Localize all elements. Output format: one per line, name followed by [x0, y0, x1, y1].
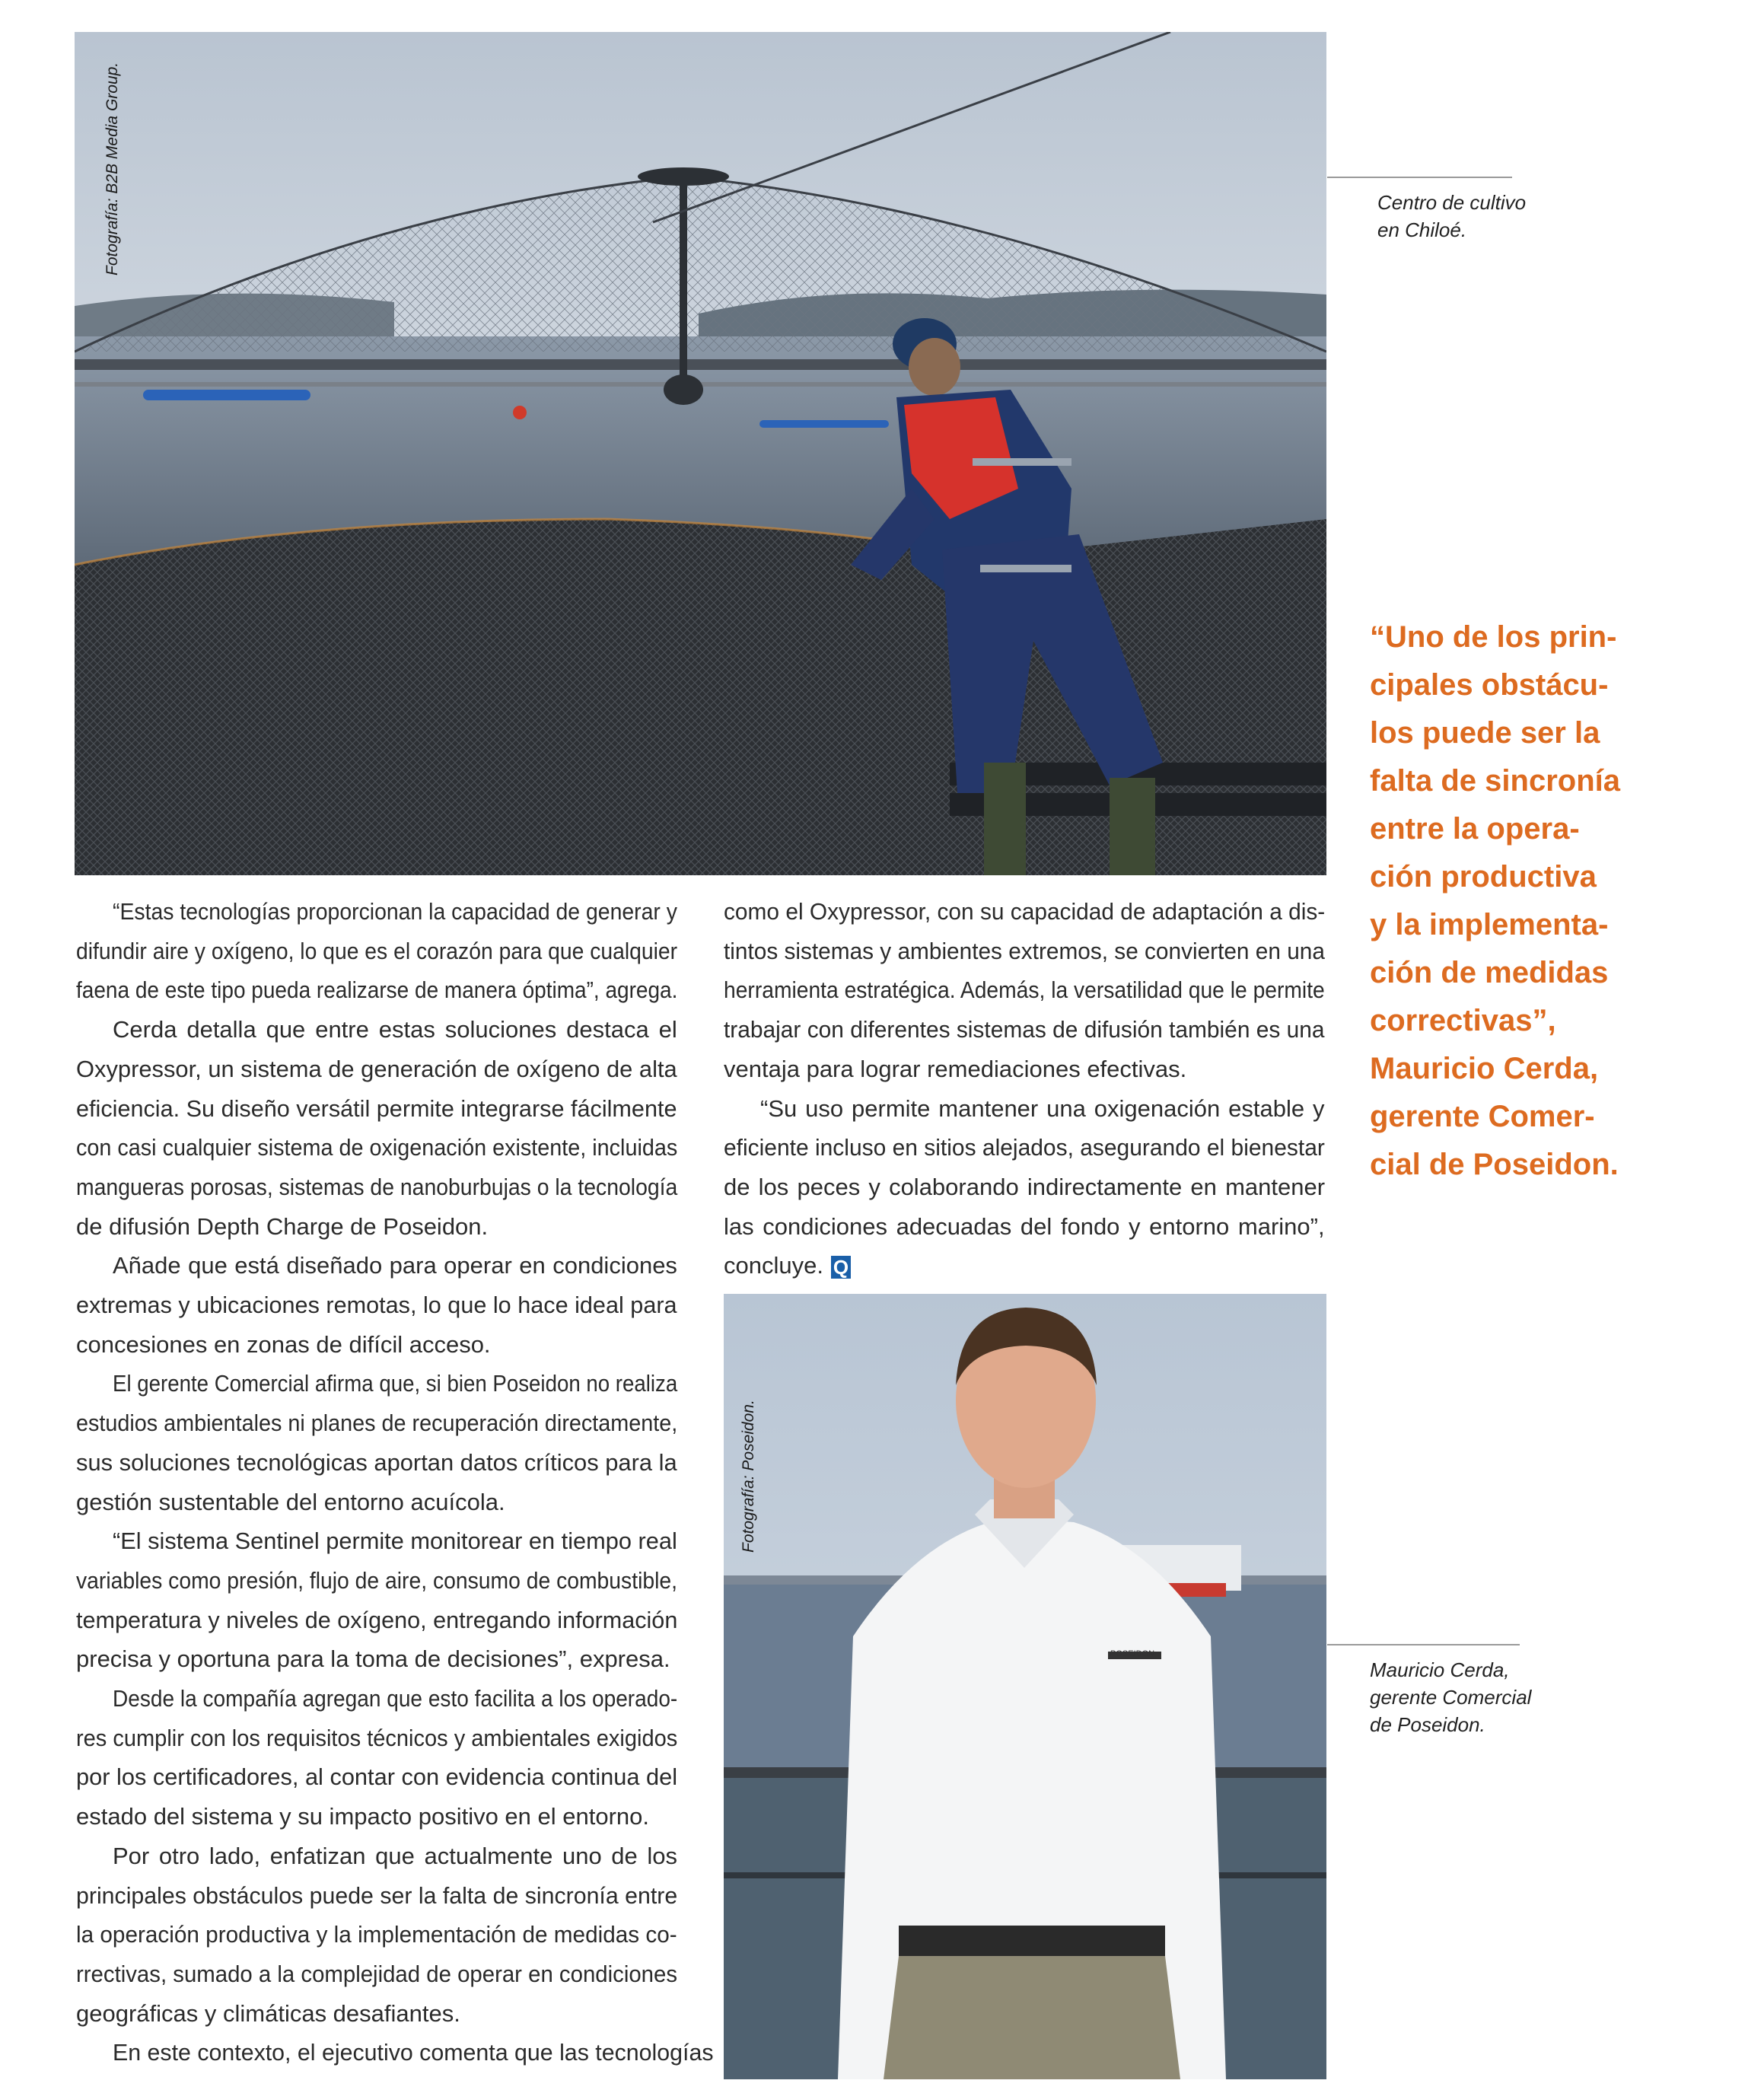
pull-quote-line: y la implementa-: [1370, 908, 1609, 941]
pull-quote-line: correctivas”,: [1370, 1004, 1556, 1037]
body-left-column-line: extremas y ubicaciones remotas, lo que lo hace ideal para: [76, 1292, 677, 1318]
body-left-column-line: principales obstáculos puede ser la falta de sincronía entre: [76, 1881, 678, 1909]
body-left-column-line: de difusión Depth Charge de Poseidon.: [76, 1212, 489, 1240]
body-left-column-line: eficiencia. Su diseño versátil permite integrarse fácilmente: [76, 1094, 677, 1122]
pull-quote-line: ción productiva: [1370, 860, 1597, 894]
body-left-column-line: “El sistema Sentinel permite monitorear en tiempo real: [113, 1528, 677, 1555]
pull-quote-line: ción de medidas: [1370, 956, 1609, 989]
caption-portrait-line: gerente Comercial: [1370, 1686, 1532, 1709]
body-left-column-line: Oxypressor, un sistema de generación de oxígeno de alta: [76, 1055, 677, 1082]
body-right-column-line: concluye. Q: [724, 1246, 851, 1285]
caption-top-line: Centro de cultivo: [1377, 191, 1527, 214]
caption-rule-top: [1327, 177, 1512, 178]
body-right-column-line: como el Oxypressor, con su capacidad de adaptación a dis-: [724, 898, 1326, 925]
shirt-logo: POSEIDON: [1110, 1649, 1155, 1658]
body-left-column-line: geográficas y climáticas desafiantes.: [76, 1999, 460, 2027]
body-right-column-line: tintos sistemas y ambientes extremos, se convierten en una: [724, 937, 1325, 964]
body-left-column-line: “Estas tecnologías proporcionan la capacidad de generar y: [113, 898, 677, 925]
body-left-column-line: gestión sustentable del entorno acuícola.: [76, 1488, 505, 1515]
body-left-column-line: difundir aire y oxígeno, lo que es el corazón para que cualquier: [76, 937, 678, 964]
body-left-column-line: res cumplir con los requisitos técnicos y ambientales exigidos: [76, 1724, 678, 1751]
body-left-column-line: la operación productiva y la implementación de medidas co-: [76, 1921, 677, 1948]
body-left-column-line: Añade que está diseñado para operar en condiciones: [113, 1252, 677, 1279]
pull-quote-line: “Uno de los prin-: [1370, 620, 1617, 654]
body-left-column-line: rrectivas, sumado a la complejidad de operar en condiciones: [76, 1960, 678, 1987]
pull-quote-line: falta de sincronía: [1370, 764, 1620, 798]
body-left-column-line: sus soluciones tecnológicas aportan datos críticos para la: [76, 1448, 677, 1476]
pull-quote-line: los puede ser la: [1370, 716, 1600, 750]
photo-credit-portrait: Fotografía: Poseidon.: [740, 1400, 757, 1553]
caption-portrait: [1370, 1656, 1531, 1738]
body-right-column-line: trabajar con diferentes sistemas de difusión también es una: [724, 1016, 1325, 1043]
body-left-column-line: En este contexto, el ejecutivo comenta que las tecnologías: [113, 2039, 714, 2066]
portrait-photo: [724, 1294, 1326, 2079]
caption-portrait-line: de Poseidon.: [1370, 1713, 1485, 1736]
pull-quote: [1370, 613, 1720, 1189]
body-left-column-line: concesiones en zonas de difícil acceso.: [76, 1330, 491, 1358]
fish-farm-photo: [75, 32, 1326, 875]
pull-quote-line: gerente Comer-: [1370, 1100, 1595, 1133]
body-left-column-line: temperatura y niveles de oxígeno, entregando información: [76, 1606, 678, 1633]
body-left-column-line: precisa y oportuna para la toma de decisiones”, expresa.: [76, 1645, 670, 1673]
pull-quote-line: cipales obstácu-: [1370, 668, 1609, 702]
pull-quote-line: Mauricio Cerda,: [1370, 1052, 1599, 1085]
pull-quote-line: cial de Poseidon.: [1370, 1148, 1619, 1181]
body-left-column-line: por los certificadores, al contar con evidencia continua del: [76, 1763, 678, 1791]
body-right-column-line: ventaja para lograr remediaciones efectivas.: [724, 1055, 1187, 1082]
caption-top: [1377, 189, 1526, 244]
body-left-column-line: estudios ambientales ni planes de recuperación directamente,: [76, 1410, 678, 1437]
caption-rule-portrait: [1327, 1644, 1520, 1645]
body-left-column-line: con casi cualquier sistema de oxigenación existente, incluidas: [76, 1134, 678, 1161]
body-right-column-line: de los peces y colaborando indirectamente en mantener: [724, 1173, 1326, 1200]
body-right-column-line: eficiente incluso en sitios alejados, asegurando el bienestar: [724, 1134, 1325, 1161]
body-left-column-line: Por otro lado, enfatizan que actualmente uno de los: [113, 1842, 678, 1869]
body-left-column-line: estado del sistema y su impacto positivo en el entorno.: [76, 1803, 650, 1830]
photo-credit-top: Fotografía: B2B Media Group.: [103, 62, 121, 276]
body-left-column-line: faena de este tipo pueda realizarse de manera óptima”, agrega.: [76, 976, 678, 1004]
body-left-column-line: mangueras porosas, sistemas de nanoburbujas o la tecnología: [76, 1173, 678, 1200]
caption-top-line: en Chiloé.: [1377, 218, 1467, 241]
body-left-column-line: Desde la compañía agregan que esto facilita a los operado-: [113, 1685, 678, 1712]
end-of-article-mark: Q: [831, 1256, 851, 1279]
body-left-column-line: variables como presión, flujo de aire, consumo de combustible,: [76, 1566, 678, 1594]
pull-quote-line: entre la opera-: [1370, 812, 1580, 846]
body-right-column-line: las condiciones adecuadas del fondo y entorno marino”,: [724, 1212, 1325, 1240]
body-left-column-line: Cerda detalla que entre estas soluciones destaca el: [113, 1016, 677, 1043]
body-left-column-line: El gerente Comercial afirma que, si bien Poseidon no realiza: [113, 1370, 678, 1397]
body-right-column-line: herramienta estratégica. Además, la versatilidad que le permite: [724, 976, 1325, 1004]
body-right-column-line: “Su uso permite mantener una oxigenación estable y: [760, 1094, 1325, 1122]
caption-portrait-line: Mauricio Cerda,: [1370, 1658, 1510, 1681]
